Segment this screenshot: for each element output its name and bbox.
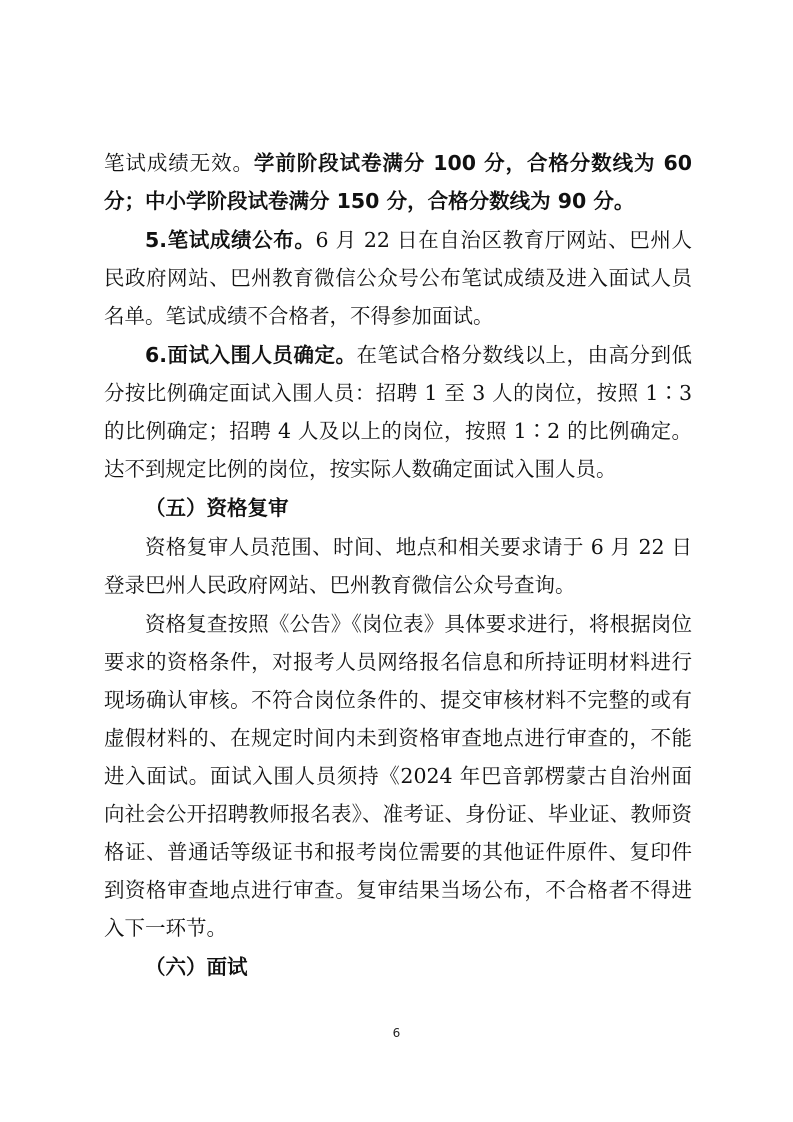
text-normal: 6 月 22 日在自治区教育厅网站、巴州人民政府网站、巴州教育微信公众号公布笔试成绩及进入面试人员名单。笔试成绩不合格者，不得参加面试。: [104, 228, 692, 328]
document-body: [104, 144, 692, 987]
paragraph-interview-shortlist: [104, 336, 692, 488]
item-title-interview-shortlist: 6.面试入围人员确定。: [145, 343, 357, 367]
paragraph-review-query: 资格复审人员范围、时间、地点和相关要求请于 6 月 22 日登录巴州人民政府网站、巴州教育微信公众号查询。: [104, 535, 692, 597]
text-normal: 在笔试合格分数线以上，由高分到低分按比例确定面试入围人员：招聘 1 至 3 人的岗位，按照 1∶3 的比例确定；招聘 4 人及以上的岗位，按照 1∶2 的比例确定。达不到规定比例的岗位，按实际人数确定面试入围人员。: [104, 343, 692, 481]
section-heading-qualification-review: （五）资格复审: [145, 496, 289, 520]
section-heading-interview: （六）面试: [145, 955, 248, 979]
text-normal: 笔试成绩无效。: [104, 151, 254, 175]
paragraph-written-exam-scores: [104, 144, 692, 220]
page-number: 6: [392, 1026, 401, 1040]
item-title-score-announcement: 5.笔试成绩公布。: [145, 228, 316, 252]
paragraph-score-announcement: [104, 221, 692, 335]
text-bold-score-lines: 学前阶段试卷满分 100 分，合格分数线为 60 分；中小学阶段试卷满分 150 分，合格分数线为 90 分。: [104, 151, 693, 213]
paragraph-review-requirements: 资格复查按照《公告》《岗位表》具体要求进行，将根据岗位要求的资格条件，对报考人员网络报名信息和所持证明材料进行现场确认审核。不符合岗位条件的、提交审核材料不完整的或有虚假材料的、在规定时间内未到资格审查地点进行审查的，不能进入面试。面试入围人员须持《2024 年巴音郭楞蒙古自治州面向社会公开招聘教师报名表》、准考证、身份证、毕业证、教师资格证、普通话等级证书和报考岗位需要的其他证件原件、复印件到资格审查地点进行审查。复审结果当场公布，不合格者不得进入下一环节。: [104, 612, 692, 940]
